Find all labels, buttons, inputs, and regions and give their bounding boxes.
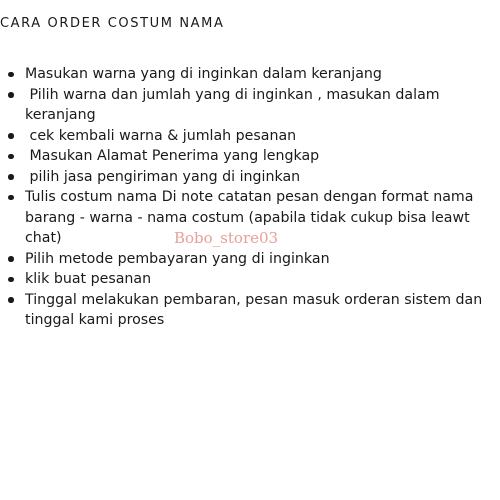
order-step: Masukan warna yang di inginkan dalam keranjang [0, 64, 500, 85]
order-step: Tinggal melakukan pembaran, pesan masuk orderan sistem dan tinggal kami proses [0, 290, 500, 331]
order-step: Masukan Alamat Penerima yang lengkap [0, 146, 500, 167]
order-step: cek kembali warna & jumlah pesanan [0, 126, 500, 147]
order-step: klik buat pesanan [0, 269, 500, 290]
order-steps-list [0, 64, 500, 331]
order-step: Pilih metode pembayaran yang di inginkan [0, 249, 500, 270]
store-watermark: Bobo_store03 [174, 229, 279, 247]
order-step: pilih jasa pengiriman yang di inginkan [0, 167, 500, 188]
page-title: CARA ORDER COSTUM NAMA [0, 16, 225, 31]
order-step: Tulis costum nama Di note catatan pesan dengan format nama barang - warna - nama costum (apabila tidak cukup bisa leawt chat) [0, 187, 500, 249]
order-step: Pilih warna dan jumlah yang di inginkan , masukan dalam keranjang [0, 85, 500, 126]
